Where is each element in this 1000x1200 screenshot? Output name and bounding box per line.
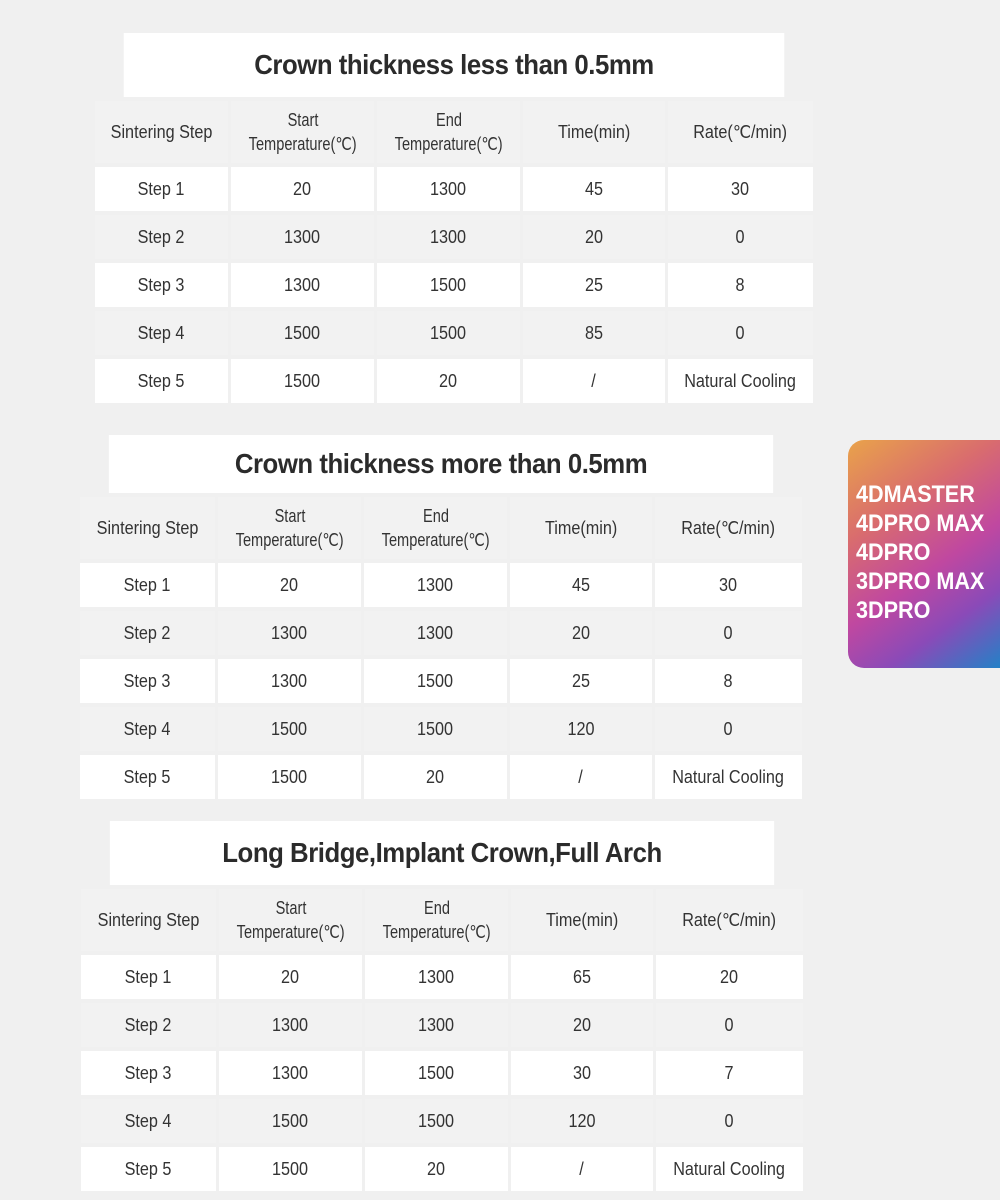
table-row: [81, 1051, 803, 1095]
step-cell: Step 4: [80, 707, 215, 751]
end-temp-cell: 1300: [365, 955, 508, 999]
start-temp-cell: 1300: [219, 1003, 362, 1047]
start-temp-cell: 20: [218, 563, 361, 607]
start-temp-cell: 1300: [231, 263, 374, 307]
table-row: [80, 611, 802, 655]
rate-cell: Natural Cooling: [668, 359, 813, 403]
header-sintering-step: Sintering Step: [81, 889, 216, 951]
step-cell: Step 2: [95, 215, 228, 259]
start-temp-cell: 1500: [218, 707, 361, 751]
end-temp-cell: 1300: [365, 1003, 508, 1047]
rate-cell: 7: [656, 1051, 803, 1095]
time-cell: 120: [511, 1099, 653, 1143]
start-temp-cell: 1500: [219, 1147, 362, 1191]
step-cell: Step 1: [95, 167, 228, 211]
start-temp-cell: 20: [219, 955, 362, 999]
start-temp-cell: 1300: [218, 659, 361, 703]
start-temp-cell: 20: [231, 167, 374, 211]
time-cell: 20: [523, 215, 665, 259]
table-row: [95, 359, 813, 403]
step-cell: Step 4: [81, 1099, 216, 1143]
step-cell: Step 5: [95, 359, 228, 403]
rate-cell: Natural Cooling: [656, 1147, 803, 1191]
rate-cell: 0: [668, 311, 813, 355]
rate-cell: 30: [668, 167, 813, 211]
step-cell: Step 5: [80, 755, 215, 799]
time-cell: 25: [523, 263, 665, 307]
table-title: Crown thickness more than 0.5mm: [109, 435, 773, 493]
header-rate: Rate(℃/min): [655, 497, 802, 559]
product-name: 4DPRO: [856, 539, 931, 566]
table-row: [81, 1147, 803, 1191]
header-sintering-step: Sintering Step: [95, 101, 228, 163]
product-line-badge: [848, 440, 1000, 668]
rate-cell: 0: [656, 1099, 803, 1143]
end-temp-cell: 1300: [364, 611, 507, 655]
time-cell: 20: [510, 611, 652, 655]
step-cell: Step 2: [80, 611, 215, 655]
time-cell: 120: [510, 707, 652, 751]
table-row: [95, 263, 813, 307]
header-start-temperature: Start Temperature(℃): [218, 497, 361, 559]
table-row: [80, 707, 802, 751]
product-name: 4DPRO MAX: [856, 510, 985, 537]
end-temp-cell: 20: [365, 1147, 508, 1191]
step-cell: Step 3: [95, 263, 228, 307]
end-temp-cell: 1500: [364, 707, 507, 751]
rate-cell: 0: [668, 215, 813, 259]
start-temp-cell: 1300: [218, 611, 361, 655]
start-temp-cell: 1300: [231, 215, 374, 259]
end-temp-cell: 1500: [365, 1099, 508, 1143]
table-row: [95, 311, 813, 355]
header-start-temperature: Start Temperature(℃): [231, 101, 374, 163]
table-header-row: [95, 101, 813, 163]
table-row: [80, 659, 802, 703]
step-cell: Step 5: [81, 1147, 216, 1191]
time-cell: /: [511, 1147, 653, 1191]
start-temp-cell: 1500: [231, 359, 374, 403]
product-name: 4DMASTER: [856, 481, 975, 508]
header-end-temperature: End Temperature(℃): [377, 101, 520, 163]
header-end-temperature: End Temperature(℃): [364, 497, 507, 559]
time-cell: /: [523, 359, 665, 403]
time-cell: /: [510, 755, 652, 799]
table-header-row: [81, 889, 803, 951]
step-cell: Step 1: [81, 955, 216, 999]
start-temp-cell: 1500: [231, 311, 374, 355]
step-cell: Step 3: [80, 659, 215, 703]
time-cell: 45: [523, 167, 665, 211]
rate-cell: Natural Cooling: [655, 755, 802, 799]
table-row: [81, 1099, 803, 1143]
start-temp-cell: 1500: [218, 755, 361, 799]
step-cell: Step 1: [80, 563, 215, 607]
header-time: Time(min): [511, 889, 653, 951]
time-cell: 85: [523, 311, 665, 355]
header-time: Time(min): [523, 101, 665, 163]
end-temp-cell: 1500: [377, 311, 520, 355]
end-temp-cell: 20: [364, 755, 507, 799]
table-title: Crown thickness less than 0.5mm: [124, 33, 785, 97]
time-cell: 45: [510, 563, 652, 607]
step-cell: Step 4: [95, 311, 228, 355]
end-temp-cell: 1500: [364, 659, 507, 703]
step-cell: Step 2: [81, 1003, 216, 1047]
product-name: 3DPRO MAX: [856, 568, 985, 595]
end-temp-cell: 20: [377, 359, 520, 403]
end-temp-cell: 1500: [377, 263, 520, 307]
rate-cell: 8: [668, 263, 813, 307]
step-cell: Step 3: [81, 1051, 216, 1095]
table-header-row: [80, 497, 802, 559]
end-temp-cell: 1300: [377, 167, 520, 211]
rate-cell: 0: [656, 1003, 803, 1047]
rate-cell: 30: [655, 563, 802, 607]
header-rate: Rate(℃/min): [668, 101, 813, 163]
table-row: [80, 755, 802, 799]
time-cell: 20: [511, 1003, 653, 1047]
start-temp-cell: 1500: [219, 1099, 362, 1143]
end-temp-cell: 1300: [377, 215, 520, 259]
header-end-temperature: End Temperature(℃): [365, 889, 508, 951]
sintering-table-thick-crown: [80, 435, 802, 799]
time-cell: 65: [511, 955, 653, 999]
sintering-table-thin-crown: [95, 33, 813, 403]
table-row: [80, 563, 802, 607]
sintering-table-long-bridge: [81, 821, 803, 1191]
header-rate: Rate(℃/min): [656, 889, 803, 951]
rate-cell: 8: [655, 659, 802, 703]
header-sintering-step: Sintering Step: [80, 497, 215, 559]
header-time: Time(min): [510, 497, 652, 559]
start-temp-cell: 1300: [219, 1051, 362, 1095]
table-title: Long Bridge,Implant Crown,Full Arch: [110, 821, 774, 885]
rate-cell: 0: [655, 707, 802, 751]
table-row: [81, 955, 803, 999]
table-row: [81, 1003, 803, 1047]
table-row: [95, 215, 813, 259]
rate-cell: 0: [655, 611, 802, 655]
time-cell: 25: [510, 659, 652, 703]
end-temp-cell: 1500: [365, 1051, 508, 1095]
table-row: [95, 167, 813, 211]
header-start-temperature: Start Temperature(℃): [219, 889, 362, 951]
rate-cell: 20: [656, 955, 803, 999]
time-cell: 30: [511, 1051, 653, 1095]
end-temp-cell: 1300: [364, 563, 507, 607]
product-name: 3DPRO: [856, 597, 931, 624]
